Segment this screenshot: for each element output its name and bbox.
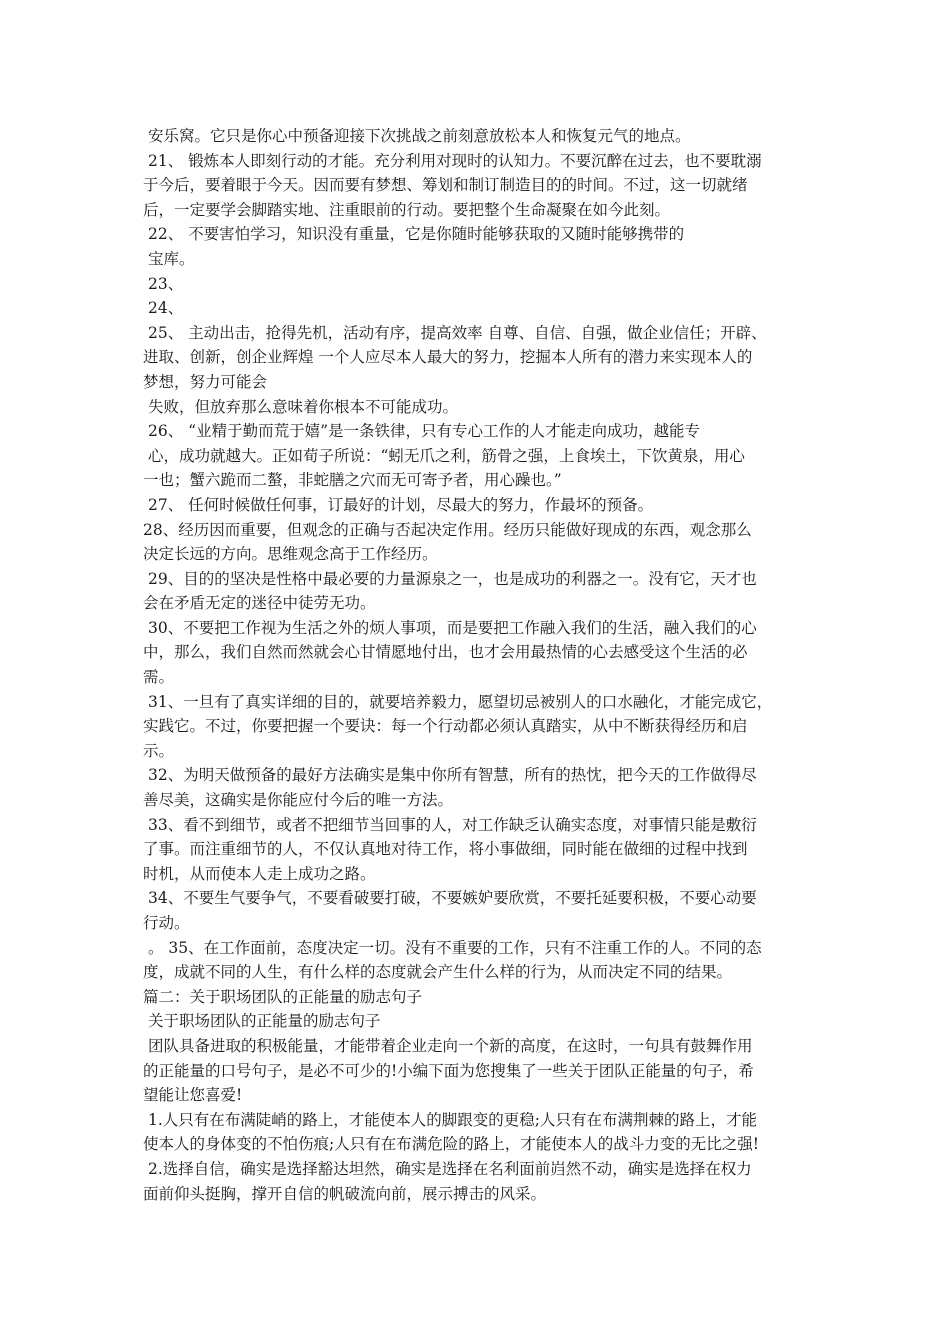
text-line: 23、 [148, 274, 184, 293]
text-line: 28、经历因而重要，但观念的正确与否起决定作用。经历只能做好现成的东西，观念那么 [143, 520, 752, 539]
document-body [143, 124, 815, 1206]
text-line: 示。 [143, 741, 175, 760]
text-line: 一也；蟹六跪而二螯，非蛇膳之穴而无可寄予者，用心躁也。” [143, 471, 562, 490]
text-line: 面前仰头挺胸，撑开自信的帆破流向前，展示搏击的风采。 [143, 1184, 547, 1203]
text-line: 后，一定要学会脚踏实地、注重眼前的行动。要把整个生命凝聚在如今此刻。 [143, 200, 671, 219]
text-line: 望能让您喜爱! [143, 1086, 243, 1105]
text-line: 需。 [143, 668, 175, 687]
text-line: 安乐窝。它只是你心中预备迎接下次挑战之前刻意放松本人和恢复元气的地点。 [148, 127, 691, 145]
text-line: 度，成就不同的人生，有什么样的态度就会产生什么样的行为，从而决定不同的结果。 [143, 963, 733, 982]
text-line: 行动。 [143, 914, 190, 932]
text-line: 2.选择自信，确实是选择豁达坦然，确实是选择在名利面前岿然不动，确实是选择在权力 [148, 1159, 752, 1178]
text-line: 实践它。不过，你要把握一个要诀：每一个行动都必须认真踏实，从中不断获得经历和启 [143, 717, 748, 736]
text-line: 团队具备进取的积极能量，才能带着企业走向一个新的高度，在这时，一句具有鼓舞作用 [148, 1036, 753, 1055]
text-line: 决定长远的方向。思维观念高于工作经历。 [143, 545, 438, 564]
text-line: 30、不要把工作视为生活之外的烦人事项，而是要把工作融入我们的生活，融入我们的心 [148, 618, 757, 637]
text-line: 了事。而注重细节的人，不仅认真地对待工作，将小事做细，同时能在做细的过程中找到 [143, 840, 748, 859]
text-line: 29、目的的坚决是性格中最必要的力量源泉之一，也是成功的利器之一。没有它，天才也 [148, 569, 757, 588]
text-line: 进取、创新，创企业辉煌 一个人应尽本人最大的努力，挖掘本人所有的潜力来实现本人的 [143, 348, 753, 367]
text-line: 心，成功就越大。正如荀子所说：“蚓无爪之利，筋骨之强，上食埃土，下饮黄泉，用心 [148, 446, 745, 465]
text-line: 34、不要生气要争气，不要看破要打破，不要嫉妒要欣赏，不要托延要积极，不要心动要 [148, 889, 757, 908]
text-line: 27、 任何时候做任何事，订最好的计划，尽最大的努力，作最坏的预备。 [148, 495, 654, 514]
text-line: 会在矛盾无定的迷径中徒劳无功。 [143, 594, 376, 613]
text-line: 33、看不到细节，或者不把细节当回事的人，对工作缺乏认确实态度，对事情只能是敷衍 [148, 815, 757, 834]
text-line: 22、 不要害怕学习，知识没有重量，它是你随时能够获取的又随时能够携带的 [148, 225, 685, 244]
text-line: 宝库。 [148, 249, 195, 268]
text-line: 时机，从而使本人走上成功之路。 [143, 864, 376, 883]
text-line: 失败，但放弃那么意味着你根本不可能成功。 [148, 397, 459, 416]
text-line: 于今后，要着眼于今天。因而要有梦想、筹划和制订制造目的的时间。不过，这一切就绪 [143, 176, 748, 195]
text-line: 24、 [148, 299, 184, 318]
text-line: 善尽美，这确实是你能应付今后的唯一方法。 [143, 791, 454, 810]
text-line: 32、为明天做预备的最好方法确实是集中你所有智慧，所有的热忱，把今天的工作做得尽 [148, 766, 757, 785]
text-line: 21、 锻炼本人即刻行动的才能。充分利用对现时的认知力。不要沉醉在过去，也不要耽溺 [148, 151, 762, 170]
text-line: 。 35、在工作面前，态度决定一切。没有不重要的工作，只有不注重工作的人。不同的态 [148, 938, 762, 957]
text-line: 使本人的身体变的不怕伤痕;人只有在布满危险的路上，才能使本人的战斗力变的无比之强! [143, 1135, 759, 1154]
text-line: 25、 主动出击，抢得先机，活动有序，提高效率 自尊、自信、自强，做企业信任；开辟、 [148, 323, 767, 342]
text-line: 梦想，努力可能会 [143, 372, 268, 391]
section-heading: 篇二：关于职场团队的正能量的励志句子 [143, 987, 423, 1006]
text-line: 31、一旦有了真实详细的目的，就要培养毅力，愿望切忌被别人的口水融化，才能完成它， [148, 692, 773, 711]
text-line: 1.人只有在布满陡峭的路上，才能使本人的脚跟变的更稳;人只有在布满荆棘的路上，才能 [148, 1110, 758, 1129]
text-line: 的正能量的口号句子，是必不可少的!小编下面为您搜集了一些关于团队正能量的句子，希 [143, 1061, 754, 1080]
text-line: 26、 “业精于勤而荒于嬉”是一条铁律，只有专心工作的人才能走向成功，越能专 [148, 422, 701, 441]
section-subheading: 关于职场团队的正能量的励志句子 [148, 1012, 381, 1031]
text-line: 中，那么，我们自然而然就会心甘情愿地付出，也才会用最热情的心去感受这个生活的必 [143, 643, 748, 662]
